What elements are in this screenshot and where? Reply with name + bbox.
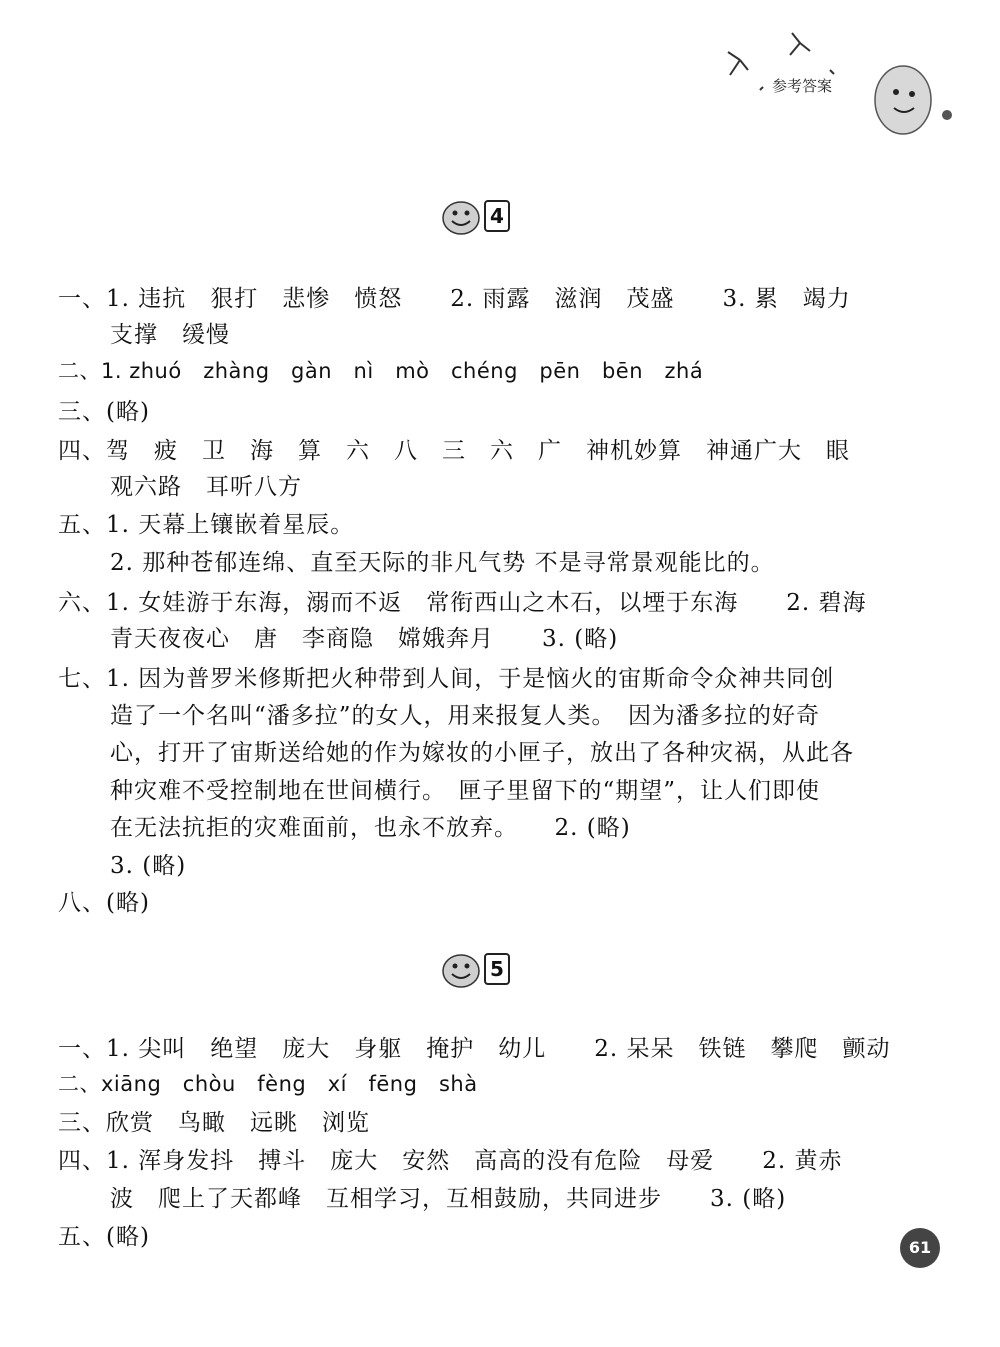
- answer-line: 一、1. 尖叫 绝望 庞大 身躯 掩护 幼儿 2. 呆呆 铁链 攀爬 颤动: [58, 1036, 891, 1062]
- answer-line: 支撑 缓慢: [110, 322, 230, 348]
- section-4-badge: [440, 195, 510, 237]
- section-4-number: 4: [484, 200, 510, 232]
- header-title: 参考答案: [772, 77, 833, 95]
- answer-line: 四、驾 疲 卫 海 算 六 八 三 六 广 神机妙算 神通广大 眼: [58, 438, 850, 464]
- answer-line: 心，打开了宙斯送给她的作为嫁妆的小匣子，放出了各种灾祸，从此各: [110, 740, 854, 766]
- smiley-icon: [440, 195, 482, 237]
- answer-line: 三、(略): [58, 399, 150, 425]
- section-5-number: 5: [484, 953, 510, 985]
- section-5-badge: [440, 948, 510, 990]
- answer-line: 二、xiāng chòu fèng xí fēng shà: [58, 1072, 478, 1096]
- answer-line: 造了一个名叫“潘多拉”的女人，用来报复人类。 因为潘多拉的好奇: [110, 703, 821, 729]
- answer-line: 四、1. 浑身发抖 搏斗 庞大 安然 高高的没有危险 母爱 2. 黄赤: [58, 1148, 843, 1174]
- answer-line: 三、欣赏 鸟瞰 远眺 浏览: [58, 1110, 370, 1136]
- answer-line: 观六路 耳听八方: [110, 474, 302, 500]
- sprout-icon: [700, 20, 1000, 140]
- answer-line: 在无法抗拒的灾难面前，也永不放弃。 2. (略): [110, 815, 631, 841]
- answer-line: 五、(略): [58, 1224, 150, 1250]
- page-number: 61: [900, 1228, 940, 1268]
- answer-line: 一、1. 违抗 狠打 悲惨 愤怒 2. 雨露 滋润 茂盛 3. 累 竭力: [58, 286, 851, 312]
- answer-line: 2. 那种苍郁连绵、直至天际的非凡气势 不是寻常景观能比的。: [110, 550, 775, 576]
- answer-line: 五、1. 天幕上镶嵌着星辰。: [58, 512, 355, 538]
- answer-line: 七、1. 因为普罗米修斯把火种带到人间，于是恼火的宙斯命令众神共同创: [58, 666, 835, 692]
- answer-line: 波 爬上了天都峰 互相学习，互相鼓励，共同进步 3. (略): [110, 1186, 787, 1212]
- header-decoration: [700, 20, 1000, 140]
- answer-line: 二、1. zhuó zhàng gàn nì mò chéng pēn bēn zhá: [58, 359, 704, 383]
- answer-line: 六、1. 女娃游于东海，溺而不返 常衔西山之木石，以堙于东海 2. 碧海: [58, 590, 867, 616]
- smiley-icon: [440, 948, 482, 990]
- answer-line: 青天夜夜心 唐 李商隐 嫦娥奔月 3. (略): [110, 626, 619, 652]
- answer-line: 八、(略): [58, 890, 150, 916]
- answer-line: 种灾难不受控制地在世间横行。 匣子里留下的“期望”，让人们即使: [110, 778, 821, 804]
- answer-line: 3. (略): [110, 853, 187, 879]
